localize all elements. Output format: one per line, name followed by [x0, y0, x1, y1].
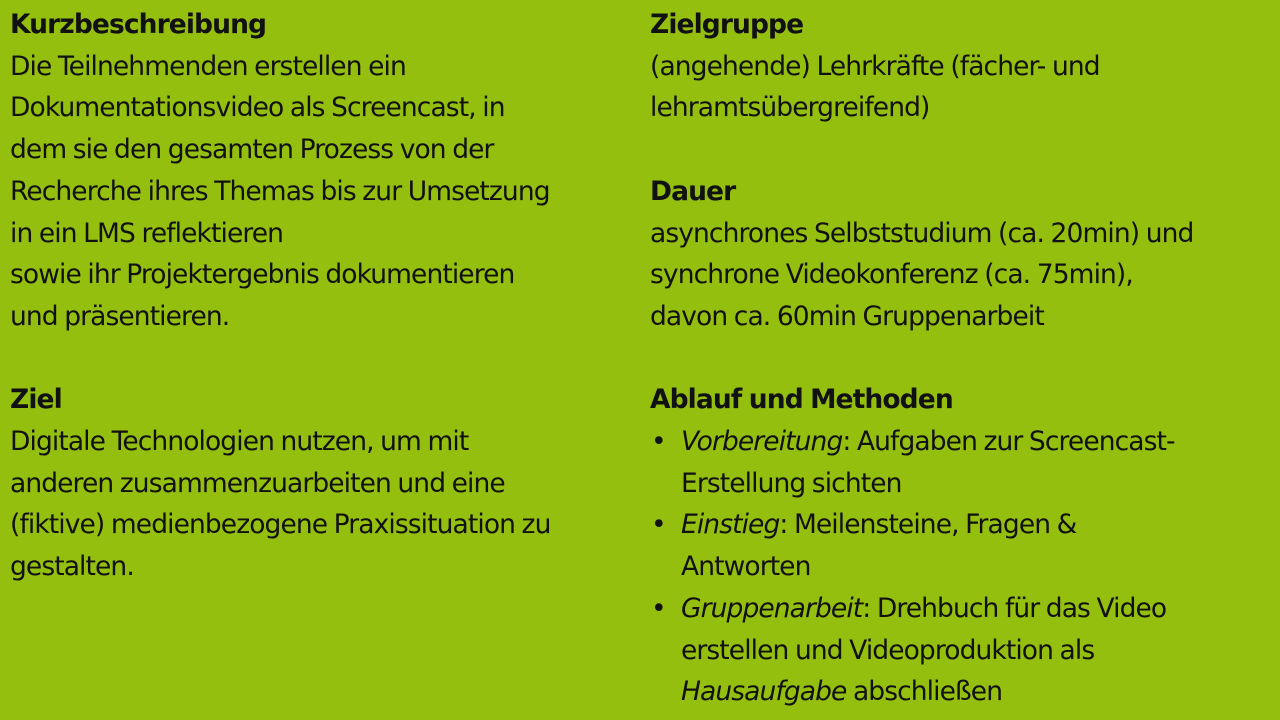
kurzbeschreibung-line: dem sie den gesamten Prozess von der: [10, 134, 494, 166]
method-term: Hausaufgabe: [681, 676, 847, 708]
method-term: Einstieg: [681, 509, 780, 541]
method-text: : Meilensteine, Fragen &: [779, 509, 1077, 541]
method-term: Gruppenarbeit: [681, 592, 863, 624]
spacer: [650, 129, 1270, 171]
kurzbeschreibung-line: und präsentieren.: [10, 300, 230, 332]
method-text: erstellen und Videoproduktion als: [681, 634, 1095, 666]
ablauf-section: [650, 379, 1270, 713]
dauer-line: davon ca. 60min Gruppenarbeit: [650, 300, 1044, 332]
kurzbeschreibung-line: Die Teilnehmenden erstellen ein: [10, 50, 406, 82]
method-text: : Drehbuch für das Video: [862, 592, 1167, 624]
zielgruppe-line: (angehende) Lehrkräfte (fächer- und: [650, 50, 1100, 82]
ablauf-heading: Ablauf und Methoden: [650, 384, 953, 416]
zielgruppe-section: [650, 4, 1270, 129]
kurzbeschreibung-line: Dokumentationsvideo als Screencast, in: [10, 92, 505, 124]
left-column: [10, 4, 632, 588]
kurzbeschreibung-heading: Kurzbeschreibung: [10, 9, 267, 40]
zielgruppe-heading: Zielgruppe: [650, 9, 804, 40]
kurzbeschreibung-line: sowie ihr Projektergebnis dokumentieren: [10, 259, 515, 291]
bullet-icon: •: [651, 426, 666, 457]
spacer: [650, 338, 1270, 380]
list-item: [650, 588, 1270, 713]
list-item: [650, 421, 1270, 504]
method-text: : Aufgaben zur Screencast-: [842, 426, 1175, 457]
bullet-icon: •: [651, 592, 666, 624]
ziel-line: (fiktive) medienbezogene Praxissituation zu: [10, 509, 551, 541]
kurzbeschreibung-section: [10, 4, 632, 338]
dauer-line: asynchrones Selbststudium (ca. 20min) und: [650, 217, 1194, 249]
dauer-heading: Dauer: [650, 175, 736, 207]
ziel-line: gestalten.: [10, 551, 134, 583]
methods-list: [650, 421, 1270, 713]
dauer-line: synchrone Videokonferenz (ca. 75min),: [650, 259, 1133, 291]
method-term: Vorbereitung: [681, 426, 843, 457]
spacer: [10, 338, 632, 380]
right-column: [650, 4, 1270, 713]
method-text: Erstellung sichten: [681, 467, 902, 499]
ziel-section: [10, 379, 632, 588]
kurzbeschreibung-line: in ein LMS reflektieren: [10, 217, 284, 249]
ziel-line: Digitale Technologien nutzen, um mit: [10, 426, 469, 458]
list-item: [650, 504, 1270, 587]
kurzbeschreibung-line: Recherche ihres Themas bis zur Umsetzung: [10, 175, 550, 207]
zielgruppe-line: lehramtsübergreifend): [650, 92, 930, 124]
method-text: abschließen: [846, 676, 1003, 708]
dauer-section: [650, 171, 1270, 338]
bullet-icon: •: [651, 509, 666, 541]
ziel-heading: Ziel: [10, 384, 62, 416]
method-text: Antworten: [681, 551, 811, 583]
ziel-line: anderen zusammenzuarbeiten und eine: [10, 467, 505, 499]
